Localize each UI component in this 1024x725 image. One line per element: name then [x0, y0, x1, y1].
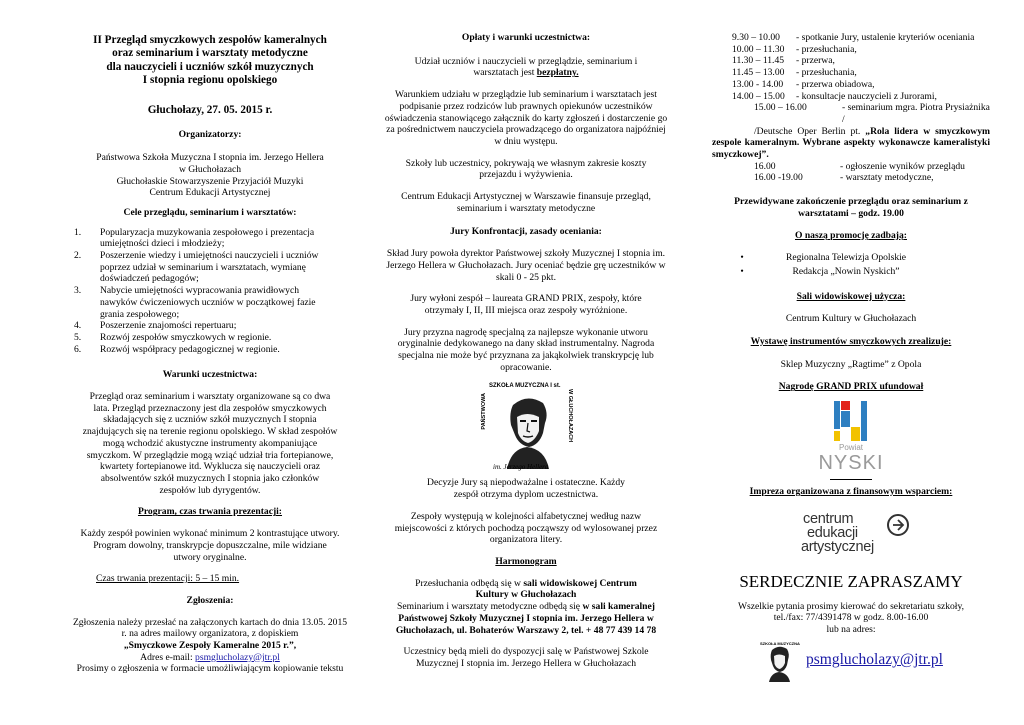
kolejnosc-text: Zespoły występują w kolejności alfabetycznej według nazw miejscowości z których pochodzą począwszy od wylosowanej przez organizatora litery.: [394, 510, 658, 546]
zgloszenia-text: Zgłoszenia należy przesłać na załączonych kartach do dnia 13.05. 2015 r. na adres mailowy organizatora, z dopiskiem: [72, 616, 348, 640]
school-logo-right-text: W GŁUCHOŁAZACH: [567, 389, 573, 443]
schedule-row: 16.00 -19.00 - warsztaty metodyczne,: [754, 172, 934, 184]
organizer-line: Państwowa Szkoła Muzyczna I stopnia im. Jerzego Hellera: [96, 152, 324, 164]
email-link[interactable]: psmglucholazy@jtr.pl: [195, 651, 280, 663]
school-logo-small: [758, 640, 800, 682]
footer-email-link[interactable]: psmglucholazy@jtr.pl: [806, 651, 943, 669]
goal-item: 4. Poszerzenie znajomości repertuaru;: [74, 320, 237, 332]
goal-item: 2. Poszerzenie wiedzy i umiejętności nauczycieli i uczniów poprzez udział w seminarium i warsztatach, wymianę doświadczeń pedagogów;: [74, 250, 319, 285]
email-line: Adres e-mail: psmglucholazy@jtr.pl: [140, 651, 280, 663]
contact-addr: lub na adres:: [826, 624, 876, 636]
event-date: Głuchołazy, 27. 05. 2015 r.: [147, 103, 273, 116]
sala-heading: Sali widowiskowej użycza:: [796, 290, 906, 302]
schedule-row: 16.00 - ogłoszenie wyników przeglądu: [754, 160, 965, 172]
promocja-item: • Redakcja „Nowin Nyskich”: [740, 265, 900, 277]
zapraszamy-heading: SERDECZNIE ZAPRASZAMY: [739, 571, 963, 591]
finansuje-text: Centrum Edukacji Artystycznej w Warszawie finansuje przegląd, seminarium i warsztaty metodyczne: [401, 191, 651, 214]
school-logo: [481, 383, 573, 471]
end-time: Przewidywane zakończenie przeglądu oraz seminarium z warsztatami – godz. 19.00: [734, 196, 968, 219]
oplaty-text: Udział uczniów i nauczycieli w przeglądzie, seminarium i warsztatach jest bezpłatny.: [414, 55, 638, 79]
koszty-text: Szkoły lub uczestnicy, pokrywają we własnym zakresie koszty przejazdu i wyżywienia.: [405, 157, 647, 181]
schedule-row: 14.00 – 15.00 - konsultacje nauczycieli z Jurorami,: [732, 90, 937, 102]
warunki-text: Przegląd oraz seminarium i warsztaty organizowane są co dwa lata. Przegląd przeznaczony jest dla zespołów smyczkowych składających się z uczniów szkół muzycznych I stopnia znajdujących się na terenie regionu opolskiego. W skład zespołów mogą wchodzić akustyczne instrumenty akompaniujące smyczkom. W przeglądzie mogą wziąć udział tria fortepianowe, kwartety fortepianowe itd. Wyklucza się nauczycieli oraz absolwentów szkół muzycznych I stopnia jako członków zespołów lub dyrygentów.: [82, 391, 338, 496]
seminar-description: /Deutsche Oper Berlin pt. „Rola lidera w smyczkowym zespole kameralnym. Wybrane aspekty wykonawcze kameralistyki smyczkowej”.: [712, 125, 990, 161]
column-right: [712, 32, 990, 682]
title-line: I stopnia regionu opolskiego: [142, 74, 278, 87]
svg-text:SZKOŁA MUZYCZNA: SZKOŁA MUZYCZNA: [760, 640, 800, 646]
zgloszenia-block: [72, 617, 348, 676]
nagroda-heading: Nagrodę GRAND PRIX ufundował: [778, 381, 924, 393]
title-line: dla nauczycieli i uczniów szkół muzycznych: [106, 60, 314, 73]
goal-item: 1. Popularyzacja muzykowania zespołowego i prezentacja umiejętności dzieci i młodzieży;: [74, 226, 315, 250]
goal-item: 5. Rozwój zespołów smyczkowych w regionie.: [74, 331, 272, 343]
goals-list: [70, 227, 322, 356]
sala-name: Centrum Kultury w Głuchołazach: [785, 313, 917, 325]
program-heading: Program, czas trwania prezentacji:: [137, 506, 283, 518]
school-logo-top-text: SZKOŁA MUZYCZNA I st.: [489, 383, 561, 390]
sala-text: Uczestnicy będą mieli do dyspozycji salę w Państwowej Szkole Muzycznej I stopnia im. Jerzego Hellera w Głuchołazach: [403, 646, 649, 669]
powiat-small-text: Powiat: [838, 443, 863, 453]
warunki-heading: Warunki uczestnictwa:: [162, 369, 258, 381]
program-text: Każdy zespół powinien wykonać minimum 2 kontrastujące utwory. Program dowolny, transkrypcje dopuszczalne, mile widziane utwory oryginalne.: [80, 528, 340, 563]
title-line: oraz seminarium i warsztaty metodyczne: [112, 47, 308, 60]
schedule: [712, 32, 990, 102]
powiat-nyski-logo: [811, 399, 891, 477]
oplaty-heading: Opłaty i warunki uczestnictwa:: [461, 32, 591, 43]
nagroda-text: Jury przyzna nagrodę specjalną za najlepsze wykonanie utworu oryginalnie dedykowanego na dany skład instrumentalny. Nagroda specjalna nie może być przyznana za jakąkolwiek transkrypcję lub opracowanie.: [397, 326, 655, 373]
promocja-item: • Regionalna Telewizja Opolskie: [740, 252, 907, 264]
goal-item: 6. Rozwój współpracy pedagogicznej w regionie.: [74, 343, 280, 355]
goals-heading: Cele przeglądu, seminarium i warsztatów:: [123, 206, 297, 218]
goal-item: 3. Nabycie umiejętności wypracowania prawidłowych nawyków ćwiczeniowych uczniów w początkowej fazie grania zespołowego;: [74, 285, 316, 320]
grandprix-text: Jury wyłoni zespół – laureata GRAND PRIX, zespoły, które otrzymały I, II, III miejsca oraz zespoły wyróżnione.: [410, 293, 642, 316]
organizers-heading: Organizatorzy:: [178, 129, 242, 141]
organizer-line: Centrum Edukacji Artystycznej: [149, 187, 271, 199]
column-left: [72, 34, 348, 675]
schedule-row: 11.45 – 13.00 - przesłuchania,: [732, 67, 857, 79]
organizer-line: Głuchołaskie Stowarzyszenie Przyjaciół Muzyki: [116, 175, 304, 187]
przesluchania-text: Przesłuchania odbędą się w sali widowiskowej Centrum Kultury w Głuchołazach: [415, 577, 637, 601]
schedule-row: 10.00 – 11.30 - przesłuchania,: [732, 43, 857, 55]
schedule-row: 11.30 – 11.45 - przerwa,: [732, 55, 835, 67]
wystawa-name: Sklep Muzyczny „Ragtime” z Opola: [780, 358, 922, 370]
zgloszenia-heading: Zgłoszenia:: [186, 594, 234, 606]
schedule-row: 13.00 - 14.00 - przerwa obiadowa,: [732, 78, 875, 90]
organizers-list: [72, 152, 348, 199]
duration: Czas trwania prezentacji: 5 – 15 min.: [96, 573, 240, 585]
zgloszenia-tag: „Smyczkowe Zespoły Kameralne 2015 r.”,: [123, 640, 297, 652]
decyzje-text: Decyzje Jury są niepodważalne i ostateczne. Każdy zespół otrzyma dyplom uczestnictwa.: [427, 477, 625, 501]
footer-contact: [712, 640, 990, 682]
school-logo-portrait: [483, 383, 569, 469]
divider: [830, 479, 872, 480]
contact-text: Wszelkie pytania prosimy kierować do sekretariatu szkoły, tel./fax: 77/4391478 w godz. 8.00-16.00: [737, 600, 965, 624]
zgloszenia-note: Prosimy o zgłoszenia w formacie umożliwiającym kopiowanie tekstu: [76, 663, 344, 675]
jury-text: Skład Jury powoła dyrektor Państwowej szkoły Muzycznej I stopnia im. Jerzego Hellera w Głuchołazach. Jury oceniać będzie grę uczestników w skali 0 - 25 pkt.: [386, 248, 666, 283]
seminar-row: 15.00 – 16.00 - seminarium mgra. Piotra Prysiażnika /: [754, 102, 990, 125]
promocja-list: [712, 252, 990, 277]
warunek-text: Warunkiem udziału w przeglądzie lub seminarium i warsztatach jest podpisanie przez rodziców lub prawnych opiekunów uczestników oświadczenia stanowiącego załącznik do karty zgłoszeń i dostarczenie go za pośrednictwem nauczyciela prowadzącego do organizatora najpóźniej w dniu występu.: [384, 89, 668, 147]
cea-emblem-icon: [885, 512, 911, 538]
seminarium-text: Seminarium i warsztaty metodyczne odbędą się w sali kameralnej Państwowej Szkoły Muzycznej I stopnia im. Jerzego Hellera w Głuchołazach, ul. Bohaterów Warszawy 2, tel. + 48 77 439 14 78: [395, 601, 657, 636]
wystawa-heading: Wystawę instrumentów smyczkowych zrealizuje:: [750, 336, 952, 348]
title-line: II Przegląd smyczkowych zespołów kameralnych: [93, 34, 327, 46]
school-logo-left-text: PAŃSTWOWA: [481, 393, 487, 431]
jury-heading: Jury Konfrontacji, zasady oceniania:: [450, 226, 602, 238]
school-logo-sign: im. Jerzego Hellera: [493, 462, 549, 471]
harmonogram-heading: Harmonogram: [495, 555, 557, 567]
schedule-2: [712, 161, 990, 184]
column-middle: [384, 32, 668, 670]
organizer-line: w Głuchołazach: [178, 163, 242, 175]
powiat-big-text: NYSKI: [818, 452, 884, 475]
cea-logo: [801, 512, 901, 566]
promocja-heading: O naszą promocję zadbają:: [794, 229, 907, 241]
title-block: [72, 34, 348, 88]
impreza-heading: Impreza organizowana z finansowym wsparciem:: [749, 486, 953, 498]
schedule-row: 9.30 – 10.00 - spotkanie Jury, ustalenie kryteriów oceniania: [732, 32, 975, 43]
cea-logo-text: centrum edukacji artystycznej: [801, 510, 874, 555]
